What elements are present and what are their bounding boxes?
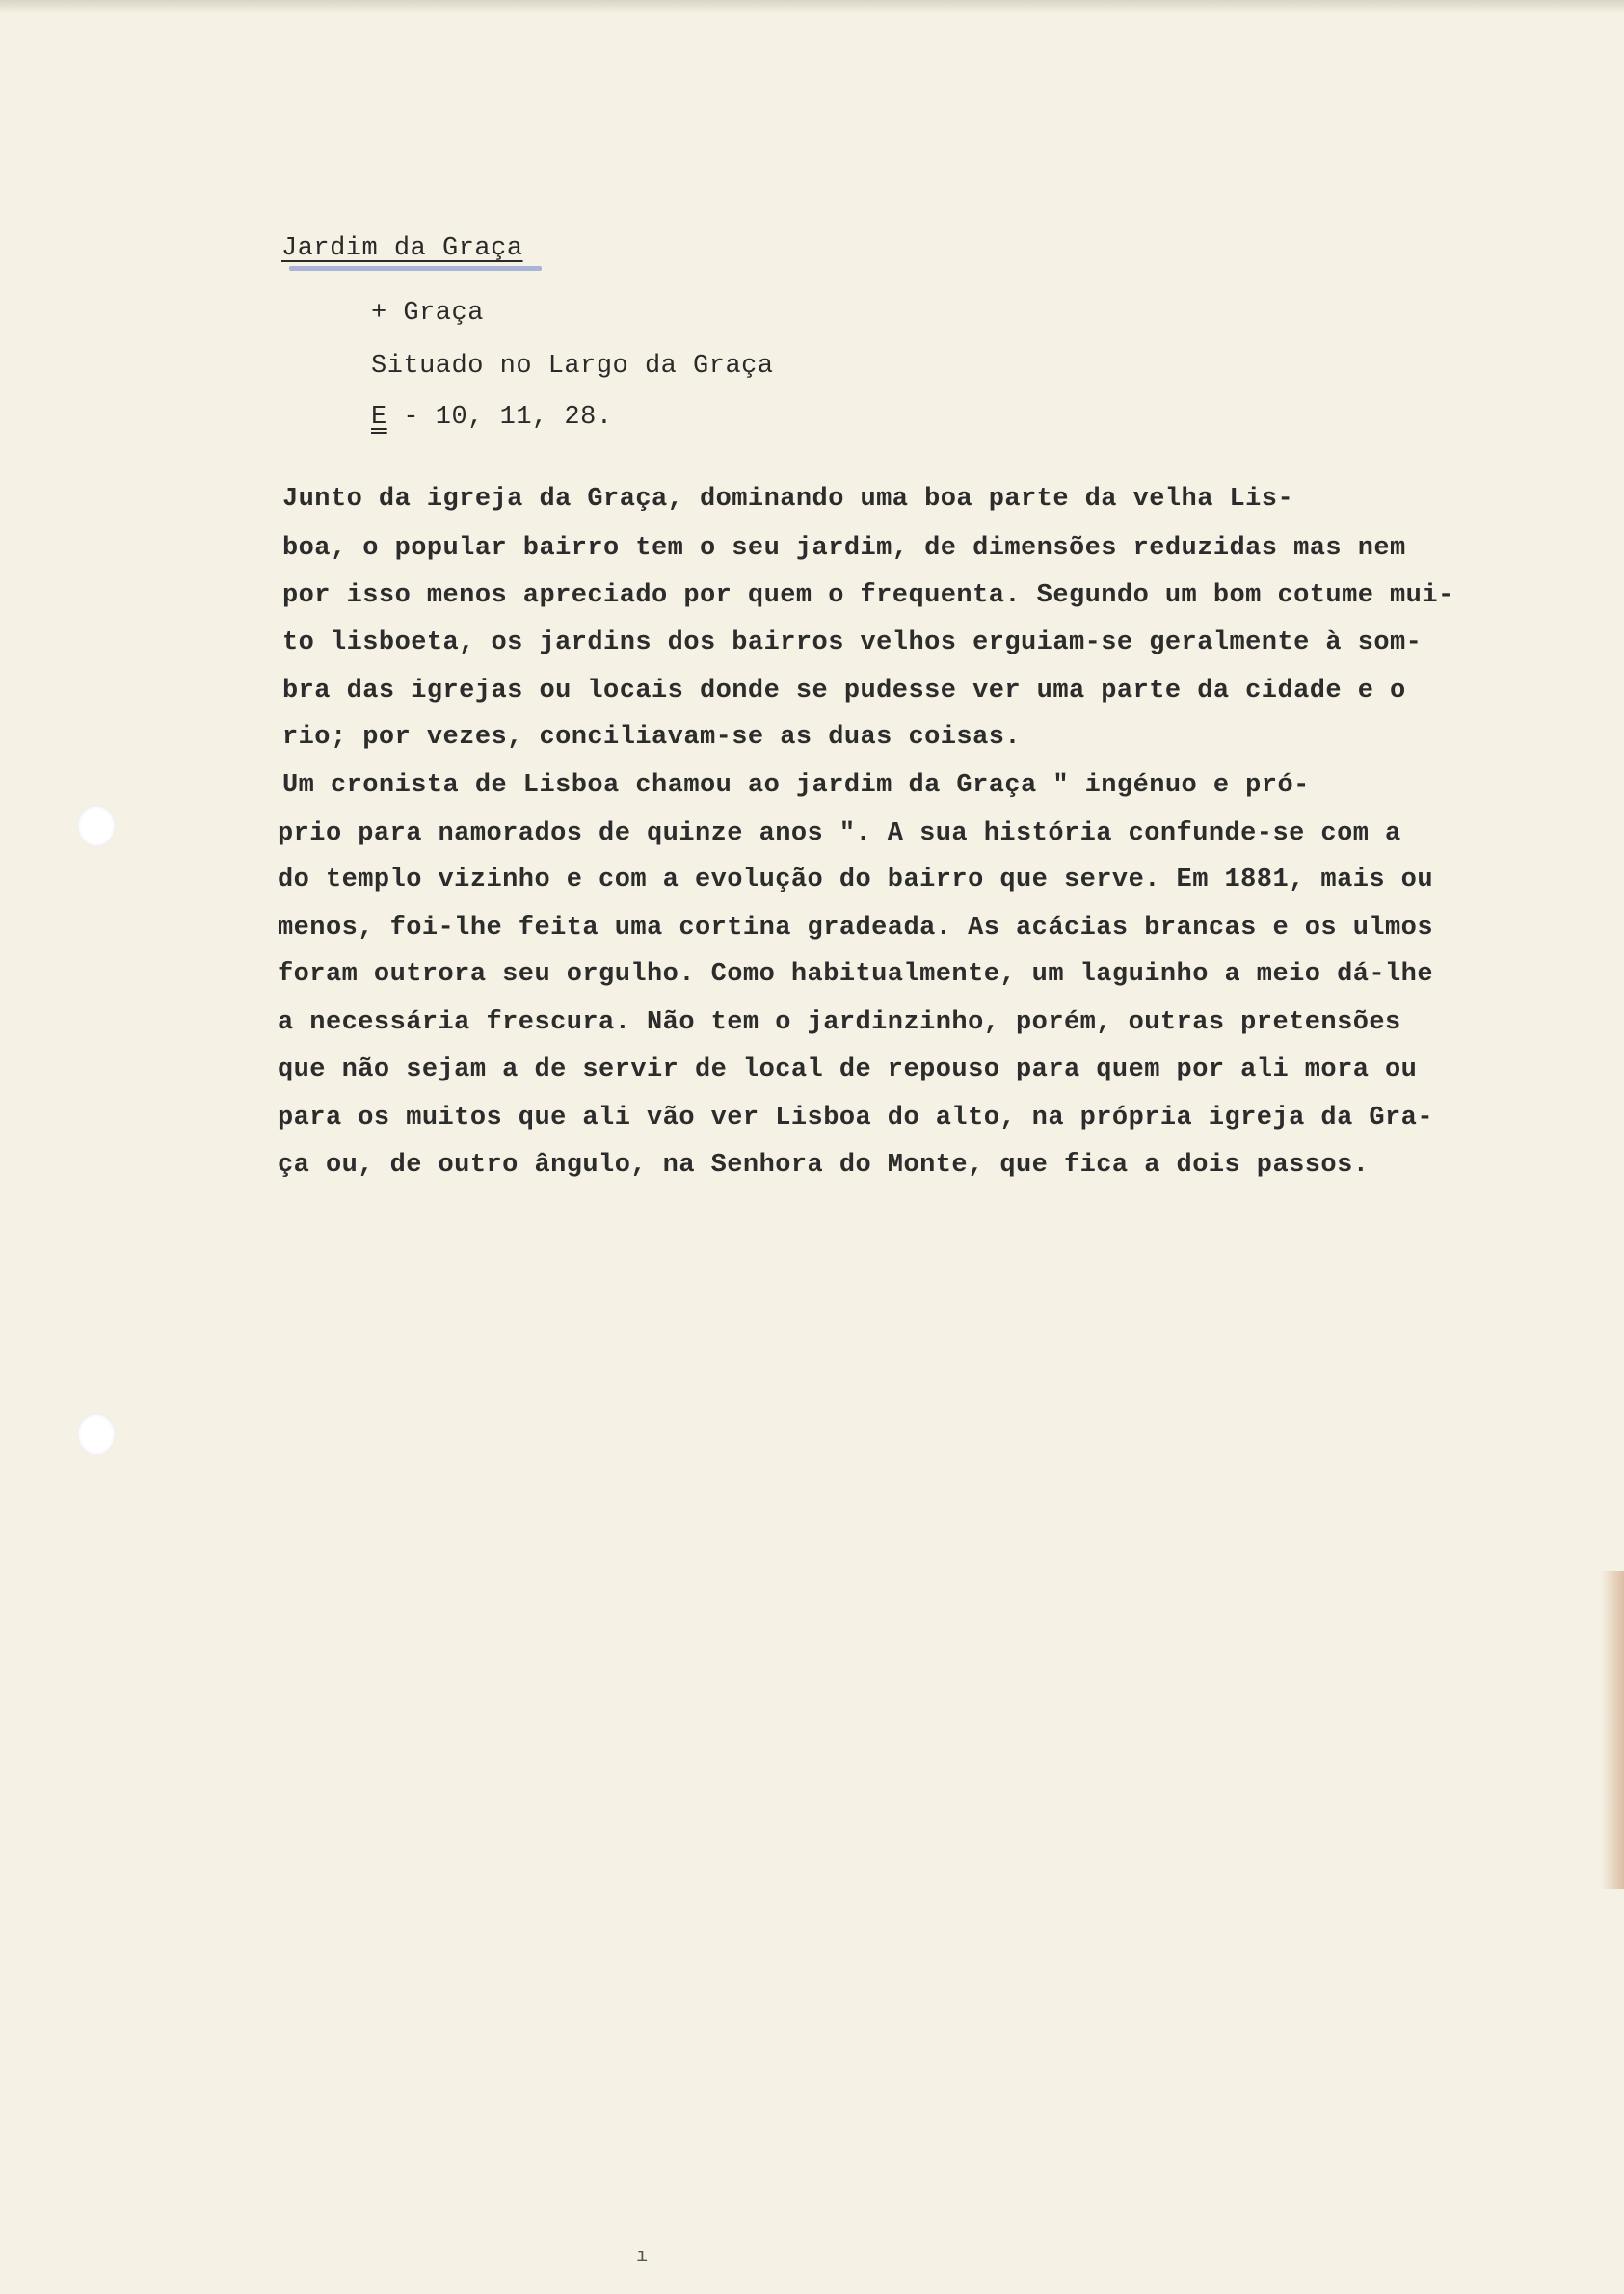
paragraph-1-line: bra das igrejas ou locais donde se pudesse ver uma parte da cidade e o bbox=[282, 677, 1406, 706]
paragraph-2-line: a necessária frescura. Não tem o jardinzinho, porém, outras pretensões bbox=[278, 1008, 1401, 1037]
meta-location: Situado no Largo da Graça bbox=[371, 352, 774, 381]
meta-parish: + Graça bbox=[371, 299, 484, 328]
paragraph-2-line: do templo vizinho e com a evolução do bairro que serve. Em 1881, mais ou bbox=[278, 866, 1433, 894]
reference-numbers: - 10, 11, 28. bbox=[386, 403, 613, 432]
title-highlight-mark bbox=[289, 266, 542, 271]
paragraph-2-line: para os muitos que ali vão ver Lisboa do alto, na própria igreja da Gra- bbox=[278, 1104, 1433, 1133]
document-title: Jardim da Graça bbox=[281, 234, 523, 263]
paper-stain bbox=[1601, 1571, 1624, 1889]
paragraph-2-line: que não sejam a de servir de local de repouso para quem por ali mora ou bbox=[278, 1055, 1418, 1084]
paragraph-1-line: Junto da igreja da Graça, dominando uma boa parte da velha Lis- bbox=[282, 485, 1294, 514]
paragraph-1-line: to lisboeta, os jardins dos bairros velhos erguiam-se geralmente à som- bbox=[282, 628, 1423, 657]
punch-hole-lower bbox=[77, 1413, 116, 1455]
paragraph-2-line: ça ou, de outro ângulo, na Senhora do Monte, que fica a dois passos. bbox=[278, 1151, 1370, 1180]
meta-reference bbox=[371, 403, 613, 432]
reference-letter: E bbox=[371, 403, 387, 432]
paragraph-1-line: boa, o popular bairro tem o seu jardim, de dimensões reduzidas mas nem bbox=[282, 534, 1406, 563]
paragraph-2-line: prio para namorados de quinze anos ". A sua história confunde-se com a bbox=[278, 819, 1401, 848]
paragraph-2-line: foram outrora seu orgulho. Como habitualmente, um laguinho a meio dá-lhe bbox=[278, 960, 1433, 989]
paragraph-1-line: rio; por vezes, conciliavam-se as duas coisas. bbox=[282, 723, 1022, 752]
paragraph-2-line: menos, foi-lhe feita uma cortina gradeada. As acácias brancas e os ulmos bbox=[278, 914, 1433, 943]
bottom-pencil-mark: ı bbox=[636, 2246, 649, 2268]
paragraph-2-line: Um cronista de Lisboa chamou ao jardim da Graça " ingénuo e pró- bbox=[282, 771, 1310, 800]
paper-top-edge bbox=[0, 0, 1624, 13]
punch-hole-upper bbox=[77, 805, 116, 847]
paragraph-1-line: por isso menos apreciado por quem o frequenta. Segundo um bom cotume mui- bbox=[282, 581, 1454, 610]
